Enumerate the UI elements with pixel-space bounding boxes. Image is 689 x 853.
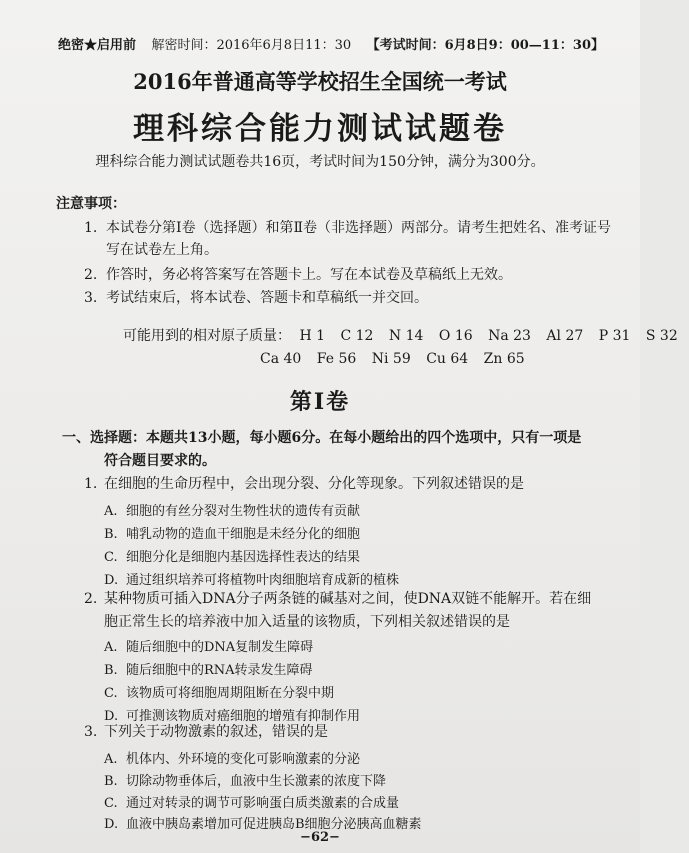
option-key: D.: [104, 573, 119, 588]
atomic-mass: H 1: [299, 328, 326, 344]
option: [104, 546, 360, 565]
question-text: 某种物质可插入DNA分子两条链的碱基对之间，使DNA双链不能解开。若在细: [104, 591, 592, 607]
question-number: 3.: [84, 724, 98, 740]
notice-heading: 注意事项：: [56, 196, 126, 212]
exam-title: 2016年普通高等学校招生全国统一考试: [133, 69, 507, 94]
option-key: A.: [104, 640, 118, 655]
section-title: 第Ⅰ卷: [289, 389, 351, 415]
notice-item-text-cont: 写在试卷左上角。: [106, 242, 218, 258]
option: [104, 770, 386, 789]
notice-item: [84, 217, 611, 261]
question-text-cont: 胞正常生长的培养液中加入适量的该物质，下列相关叙述错误的是: [104, 614, 510, 630]
option-text: 机体内、外环境的变化可影响激素的分泌: [126, 752, 361, 767]
atomic-mass: O 16: [438, 328, 473, 344]
option-text: 哺乳动物的造血干细胞是未经分化的细胞: [126, 527, 361, 542]
decrypt-time: 解密时间：2016年6月8日11：30: [151, 38, 352, 53]
option-key: A.: [104, 752, 118, 767]
option-key: A.: [104, 504, 118, 519]
atomic-mass: Ni 59: [371, 351, 411, 367]
atomic-masses-row2: [260, 351, 536, 367]
option: [104, 748, 360, 767]
option-key: B.: [104, 663, 118, 678]
atomic-mass: N 14: [388, 328, 424, 344]
question-stem: [84, 721, 600, 744]
notice-item-text: 作答时，务必将答案写在答题卡上。写在本试卷及草稿纸上无效。: [106, 267, 512, 283]
atomic-mass: Na 23: [488, 328, 531, 344]
question-stem: [84, 588, 600, 634]
option-text: 细胞分化是细胞内基因选择性表达的结果: [126, 550, 361, 565]
option-text: 该物质可将细胞周期阻断在分裂中期: [126, 686, 335, 701]
paper-title: 理科综合能力测试试题卷: [133, 111, 507, 147]
atomic-masses-row1: [123, 325, 689, 345]
option-key: D.: [104, 817, 119, 832]
option-text: 可推测该物质对癌细胞的增殖有抑制作用: [126, 709, 361, 724]
question-number: 1.: [84, 476, 98, 492]
atomic-mass: Zn 65: [483, 351, 525, 367]
atomic-mass: Fe 56: [316, 351, 357, 367]
notice-item: [84, 264, 512, 286]
option: [104, 682, 334, 701]
notice-item: [84, 287, 428, 309]
option: [104, 636, 313, 655]
section-intro: [62, 427, 600, 473]
section-intro-line: 符合题目要求的。: [104, 453, 216, 469]
option-key: D.: [104, 709, 119, 724]
option-key: C.: [104, 796, 118, 811]
page-number: −62−: [300, 830, 340, 845]
notice-item-num: 3.: [84, 290, 98, 306]
option-text: 随后细胞中的RNA转录发生障碍: [126, 663, 313, 678]
option-key: B.: [104, 774, 118, 789]
notice-item-text: 本试卷分第Ⅰ卷（选择题）和第Ⅱ卷（非选择题）两部分。请考生把姓名、准考证号: [106, 220, 612, 236]
option-text: 通过对转录的调节可影响蛋白质类激素的合成量: [126, 796, 400, 811]
notice-item-num: 1.: [84, 220, 98, 236]
atomic-mass: Al 27: [546, 328, 584, 344]
exam-time: 【考试时间：6月8日9：00—11：30】: [366, 38, 604, 53]
option-key: C.: [104, 686, 118, 701]
question-text: 下列关于动物激素的叙述，错误的是: [104, 724, 328, 740]
option-key: C.: [104, 550, 118, 565]
atomic-masses-label: 可能用到的相对原子质量：: [123, 328, 291, 344]
option-text: 随后细胞中的DNA复制发生障碍: [126, 640, 314, 655]
secret-label: 绝密★启用前: [58, 38, 137, 53]
header: [58, 34, 604, 53]
option-key: B.: [104, 527, 118, 542]
section-intro-line: 一、选择题：本题共13小题，每小题6分。在每小题给出的四个选项中，只有一项是: [62, 430, 582, 446]
option: [104, 523, 360, 542]
option-text: 细胞的有丝分裂对生物性状的遗传有贡献: [126, 504, 361, 519]
option: [104, 659, 313, 678]
atomic-mass: Ca 40: [260, 351, 302, 367]
notice-item-text: 考试结束后，将本试卷、答题卡和草稿纸一并交回。: [106, 290, 428, 306]
paper-subtitle: 理科综合能力测试试题卷共16页，考试时间为150分钟，满分为300分。: [95, 154, 545, 170]
option-text: 通过组织培养可将植物叶肉细胞培育成新的植株: [126, 573, 400, 588]
question-text: 在细胞的生命历程中，会出现分裂、分化等现象。下列叙述错误的是: [104, 476, 524, 492]
option-text: 血液中胰岛素增加可促进胰岛B细胞分泌胰高血糖素: [126, 817, 422, 832]
atomic-mass: C 12: [340, 328, 374, 344]
option-text: 切除动物垂体后，血液中生长激素的浓度下降: [126, 774, 387, 789]
atomic-mass: S 32: [645, 328, 678, 344]
question-stem: [84, 473, 600, 496]
notice-item-num: 2.: [84, 267, 98, 283]
option: [104, 500, 360, 519]
question-number: 2.: [84, 591, 98, 607]
atomic-mass: Cu 64: [426, 351, 469, 367]
option: [104, 792, 399, 811]
atomic-mass: P 31: [598, 328, 631, 344]
option: [104, 569, 399, 588]
